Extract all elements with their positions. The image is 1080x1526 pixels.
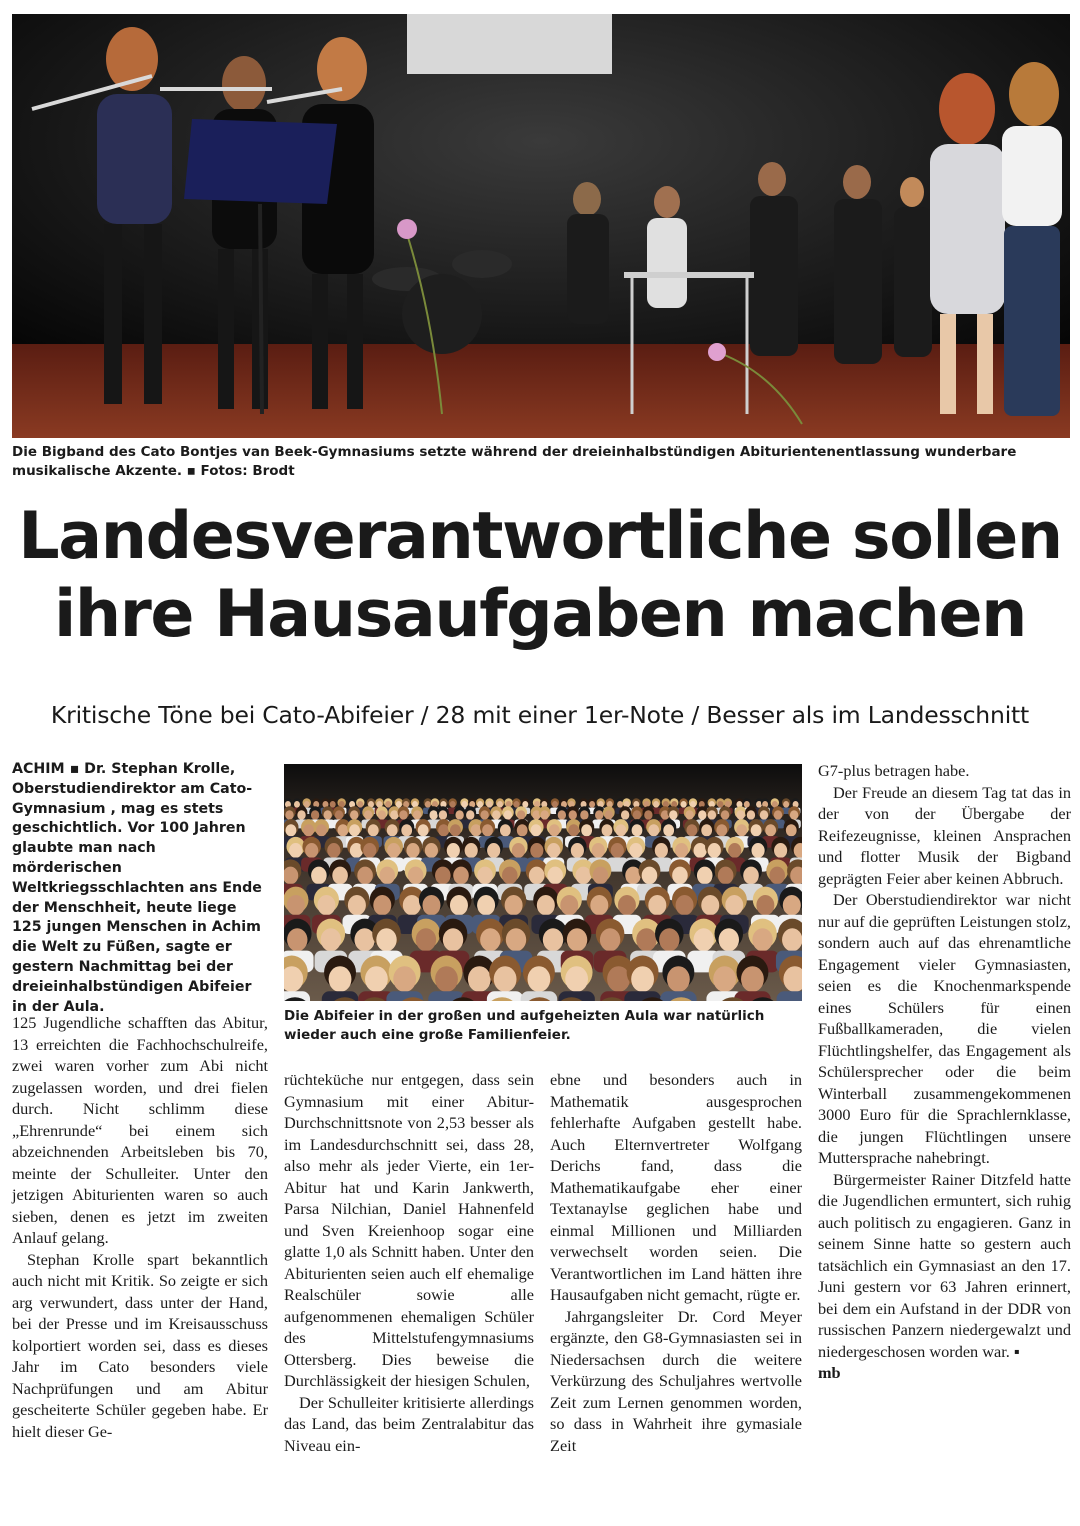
paragraph: Der Freude an diesem Tag tat das in der von der Übergabe der Reifezeugnisse, kleinen Ansprachen und flotter Musik der Bigband geprägten Feier aber keinen Abbruch. <box>818 782 1071 888</box>
top-photo-caption: Die Bigband des Cato Bontjes van Beek-Gymnasiums setzte während der dreieinhalbstündigen Abiturientenentlassung wunderbare musikalische Akzente. ▪ Fotos: Brodt <box>12 444 1017 479</box>
audience-photo <box>284 764 802 1001</box>
bigband-stage-photo <box>12 14 1070 438</box>
paragraph: Stephan Krolle spart bekanntlich auch nicht mit Kritik. So zeigte er sich arg verwundert, dass unter der Hand, bei der Presse und im Kreisausschuss kolportiert worden sei, dass es dieses Jahr im Cato besonders viele Nachprüfungen und am Abitur gescheiterte Schüler gegeben habe. Er hielt dieser Ge- <box>12 1249 268 1441</box>
headline <box>0 498 1080 654</box>
paragraph: 125 Jugendliche schafften das Abitur, 13 erreichten die Fachhochschulreife, zwei waren vorher zum Abi nicht zugelassen worden, und drei fielen durch. Nicht schlimm diese „Ehrenrunde“ bei einem sich abzeichnenden Arbeitsleben bis 70, meinte der Schulleiter. Unter den jetzigen Abiturienten waren so auch sieben, denen es jetzt im zweiten Anlauf gelang. <box>12 1013 268 1247</box>
paragraph: G7-plus betragen habe. <box>818 761 970 780</box>
article-column-1 <box>12 1012 268 1442</box>
article-column-2 <box>284 1069 534 1456</box>
article-column-4 <box>818 760 1071 1384</box>
paragraph: Der Schulleiter kritisierte allerdings das Land, das beim Zentralabitur das Niveau ein- <box>284 1392 534 1455</box>
subheadline: Kritische Töne bei Cato-Abifeier / 28 mit einer 1er-Note / Besser als im Landesschnitt <box>50 701 1030 729</box>
article-lead <box>12 760 268 1017</box>
dateline: ACHIM ▪ <box>12 761 80 777</box>
article-column-3 <box>550 1069 802 1456</box>
lead-text: Dr. Stephan Krolle, Oberstudiendirektor am Cato-Gymnasium , mag es stets geschichtlich. Vor 100 Jahren glaubte man nach mörderischen Weltkriegsschlachten ans Ende der Menschheit, heute liege 125 jungen Menschen in Achim die Welt zu Füßen, sagte er gestern Nachmittag bei der dreieinhalbstündigen Abifeier in der Aula. <box>12 761 262 1015</box>
paragraph: Der Oberstudiendirektor war nicht nur auf die geprüften Leistungen stolz, sondern auch auf das ehrenamtliche Engagement vieler Gymnasiasten, seien es die Knochenmarkspende eines Schülers für einen Fußballkameraden, die vielen Flüchtlingshelfer, das Engagement als Schülersprecher oder die beim Winterball zusammengekommenen 3000 Euro für die Sprachlernklasse, die jungen Flüchtlingen unsere Muttersprache nahebringt. <box>818 890 1071 1167</box>
paragraph: rüchteküche nur entgegen, dass sein Gymnasium mit einer Abitur-Durchschnittsnote von 2,53 besser als im Landesdurchschnitt sei, dass 28, also mehr als jeder Vierte, ein 1er-Abitur hat und Karin Jankwerth, Parsa Nilchian, Daniel Hahnenfeld und Sven Kreienhoop sogar eine glatte 1,0 als Schnitt haben. Unter den Abiturienten seien auch elf ehemalige Realschüler sowie alle aufgenommenen ehemaligen Schüler des Mittelstufengymnasiums Ottersberg. Dies beweise die Durchlässigkeit der hiesigen Schulen, <box>284 1070 534 1390</box>
paragraph: Bürgermeister Rainer Ditzfeld hatte die Jugendlichen ermuntert, sich ruhig auch politisch zu engagieren. Ganz in seinem Sinne hatte so gestern auch tatsächlich ein Gymnasiast an den 17. Juni gestern vor 63 Jahren erinnert, bei dem ein Aufstand in der DDR von russischen Panzern niedergewalzt und niedergeschosen worden war. ▪ <box>818 1169 1071 1361</box>
author-initials: mb <box>818 1363 841 1382</box>
paragraph: Jahrgangsleiter Dr. Cord Meyer ergänzte, den G8-Gymnasiasten sei in Niedersachsen durch die weitere Verkürzung des Schuljahres wertvolle Zeit zum Lernen genommen worden, so dass in Wahrheit ihre gymasiale Zeit <box>550 1306 802 1455</box>
headline-line-1: Landesverantwortliche sollen <box>18 499 1062 574</box>
audience-photo-caption: Die Abifeier in der großen und aufgeheizten Aula war natürlich wieder auch eine große Familienfeier. <box>284 1008 765 1043</box>
headline-line-2: ihre Hausaufgaben machen <box>53 577 1027 652</box>
paragraph: ebne und besonders auch in Mathematik ausgesprochen fehlerhafte Aufgaben gestellt habe. Auch Elternvertreter Wolfgang Derichs fand, dass die Mathematikaufgabe eher einer Textanaylse geglichen habe und einmal Millionen und Milliarden verwechselt worden seien. Die Verantwortlichen im Land hätten ihre Hausaufgaben nicht gemacht, rügte er. <box>550 1070 802 1304</box>
